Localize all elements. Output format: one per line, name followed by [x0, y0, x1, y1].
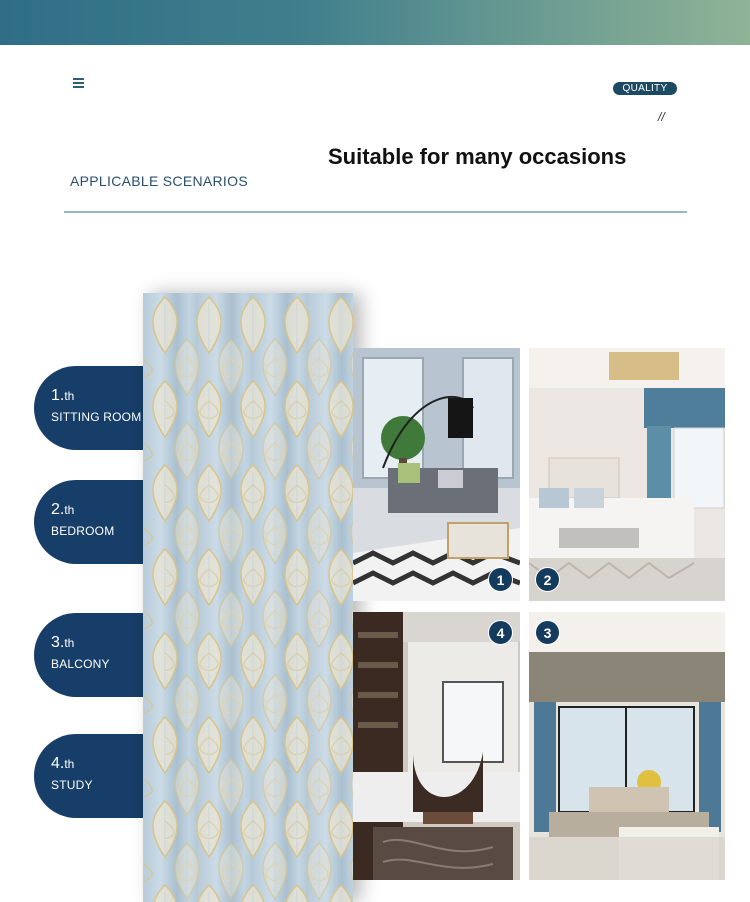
photo-badge: 3	[535, 620, 560, 645]
photo-badge: 1	[488, 567, 513, 592]
scenario-name: BEDROOM	[51, 524, 115, 538]
photo-sitting-room	[353, 348, 520, 601]
curtain-image	[143, 293, 353, 902]
divider	[64, 211, 687, 213]
photo-study	[353, 612, 520, 880]
quality-badge: QUALITY	[613, 82, 677, 95]
scenario-number: 4.th	[51, 755, 75, 772]
page-title: Suitable for many occasions	[328, 144, 627, 169]
menu-icon[interactable]	[73, 78, 84, 88]
top-gradient-band	[0, 0, 750, 45]
photo-balcony	[529, 612, 725, 880]
scenario-name: BALCONY	[51, 657, 110, 671]
scenario-tab-bedroom[interactable]	[34, 480, 152, 564]
scenario-tab-balcony[interactable]	[34, 613, 152, 697]
scenario-name: STUDY	[51, 778, 93, 792]
photo-badge: 4	[488, 620, 513, 645]
scenario-number: 2.th	[51, 501, 75, 518]
scenario-tab-study[interactable]	[34, 734, 152, 818]
photo-badge: 2	[535, 567, 560, 592]
scenario-tab-sitting-room[interactable]	[34, 366, 152, 450]
scenario-name: SITTING ROOM	[51, 410, 142, 424]
scenario-number: 1.th	[51, 387, 75, 404]
scenario-number: 3.th	[51, 634, 75, 651]
slash-mark: //	[658, 110, 665, 124]
photo-bedroom	[529, 348, 725, 601]
section-label: APPLICABLE SCENARIOS	[70, 173, 248, 189]
